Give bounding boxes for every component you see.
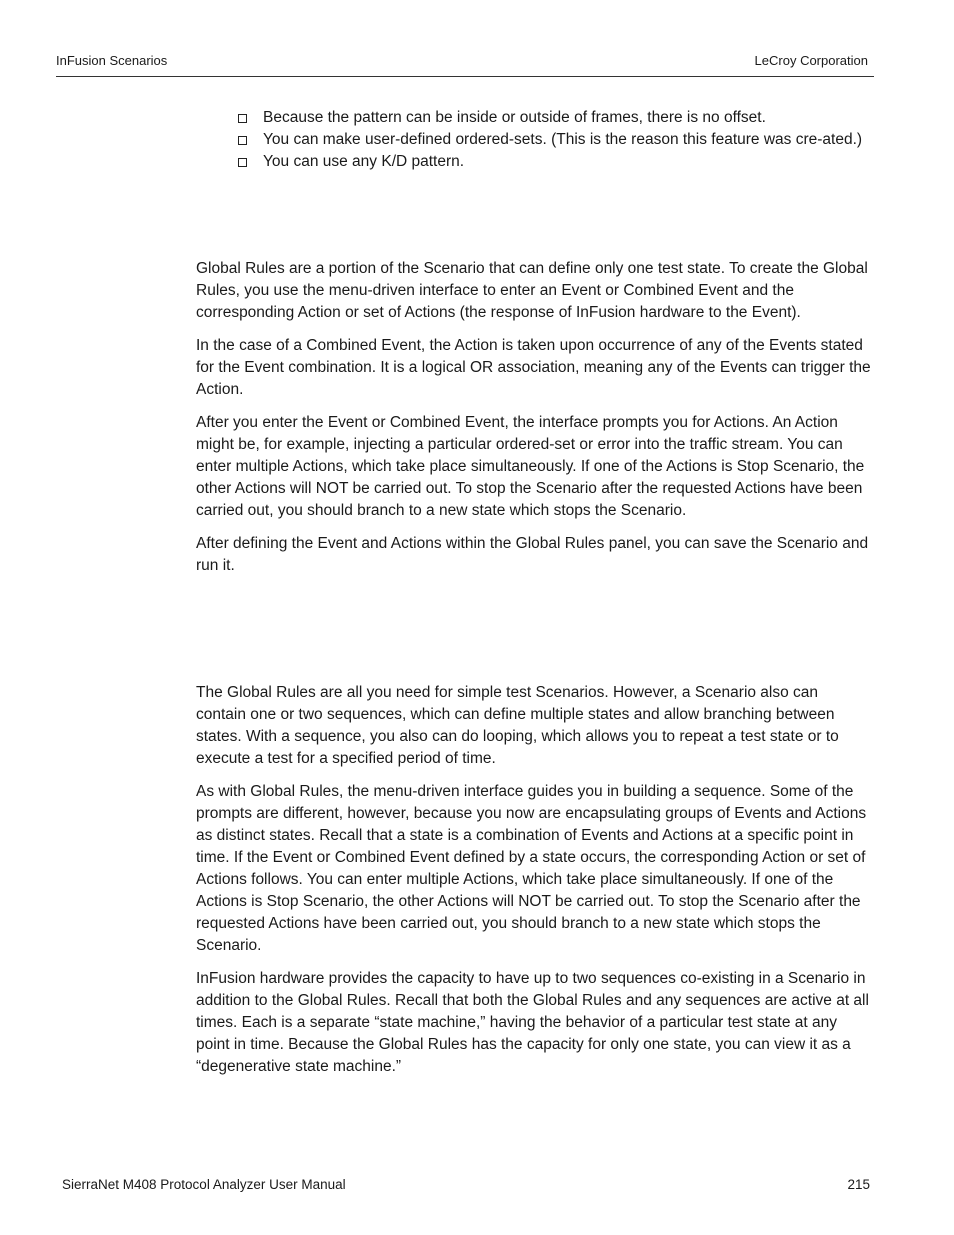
paragraph: The Global Rules are all you need for simple test Scenarios. However, a Scenario also can contain one or two sequences, which can define multiple states and allow branching between states. With a sequence, you also can do looping, which allows you to repeat a test state or to execute a test for a specified period of time. [196,684,839,767]
paragraph: InFusion hardware provides the capacity to have up to two sequences co-existing in a Scenario in addition to the Global Rules. Recall that both the Global Rules and any sequences are active at all times. Each is a separate “state machine,” having the behavior of a particular test state at any point in time. Because the Global Rules has the capacity for only one state, you can view it as a “degenerative state machine.” [196,970,869,1075]
page-number: 215 [847,1177,870,1192]
global-rules-section [196,258,872,588]
checkbox-bullet-icon [238,158,247,167]
bullet-item: You can make user-defined ordered-sets. (This is the reason this feature was cre-ated.) [236,129,876,151]
page-footer [62,1177,870,1192]
bullet-list [236,107,876,173]
paragraph: After defining the Event and Actions within the Global Rules panel, you can save the Scenario and run it. [196,535,869,574]
paragraph: Global Rules are a portion of the Scenario that can define only one test state. To create the Global Rules, you use the menu-driven interface to enter an Event or Combined Event and the corresponding Action or set of Actions (the response of InFusion hardware to the Event). [196,260,868,321]
page-header [56,52,874,77]
checkbox-bullet-icon [238,136,247,145]
header-section-title: InFusion Scenarios [56,53,168,68]
paragraph: In the case of a Combined Event, the Action is taken upon occurrence of any of the Events stated for the Event combination. It is a logical OR association, meaning any of the Events can trigger the Action. [196,337,871,398]
sequences-section [196,682,872,1089]
bullet-item: You can use any K/D pattern. [236,151,876,173]
footer-manual-title: SierraNet M408 Protocol Analyzer User Manual [62,1177,346,1192]
bullet-item: Because the pattern can be inside or outside of frames, there is no offset. [236,107,876,129]
header-company: LeCroy Corporation [754,53,868,68]
paragraph: As with Global Rules, the menu-driven interface guides you in building a sequence. Some of the prompts are different, however, because you now are encapsulating groups of Events and Actions as distinct states. Recall that a state is a combination of Events and Actions at a specific point in time. If the Event or Combined Event defined by a state occurs, the corresponding Action or set of Actions follows. You can enter multiple Actions, which take place simultaneously. If one of the Actions is Stop Scenario, the other Actions will NOT be carried out. To stop the Scenario after the requested Actions have been carried out, you should branch to a new state which stops the Scenario. [196,783,867,954]
paragraph: After you enter the Event or Combined Event, the interface prompts you for Actions. An Action might be, for example, injecting a particular ordered-set or error into the traffic stream. You can enter multiple Actions, which take place simultaneously. If one of the Actions is Stop Scenario, the other Actions will NOT be carried out. To stop the Scenario after the requested Actions have been carried out, you should branch to a new state which stops the Scenario. [196,414,865,519]
checkbox-bullet-icon [238,114,247,123]
